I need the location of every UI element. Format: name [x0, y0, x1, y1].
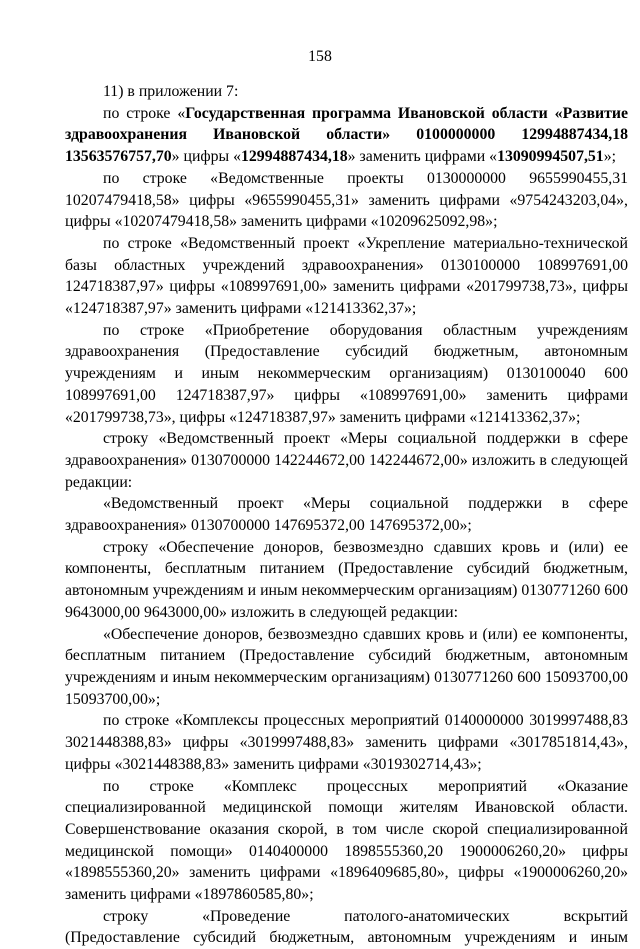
text-run: по строке «Ведомственный проект «Укрепление материально-технической базы областных учреждений здравоохранения» 0130100000 108997691,00 124718387,97» цифры «108997691,00» заменить цифрами «201799738,73», цифры «124718387,97» заменить цифрами «121413362,37»; — [65, 234, 628, 318]
text-run: «Ведомственный проект «Меры социальной поддержки в сфере здравоохранения» 0130700000 147695372,00 147695372,00»; — [65, 495, 628, 535]
document-body — [65, 81, 628, 949]
paragraph — [65, 537, 628, 624]
page-number: 158 — [308, 48, 332, 65]
paragraph — [65, 776, 628, 906]
paragraph — [65, 81, 628, 103]
text-run: по строке «Комплексы процессных мероприятий 0140000000 3019997488,83 3021448388,83» цифры «3019997488,83» заменить цифрами «3017851814,43», цифры «3021448388,83» заменить цифрами «3019302714,43»; — [65, 712, 628, 773]
text-run: по строке «Комплекс процессных мероприятий «Оказание специализированной медицинской помощи жителям Ивановской области. Совершенствование оказания скорой, в том числе скорой специализированной медицинской помощи» 0140400000 1898555360,20 1900006260,20» цифры «1898555360,20» заменить цифрами «1896409685,80», цифры «1900006260,20» заменить цифрами «1897860585,80»; — [65, 777, 628, 904]
text-run: строку «Ведомственный проект «Меры социальной поддержки в сфере здравоохранения» 0130700000 142244672,00 142244672,00» изложить в следующей редакции: — [65, 430, 628, 491]
text-run: » заменить цифрами « — [347, 148, 498, 166]
text-run: строку «Обеспечение доноров, безвозмездно сдавших кровь и (или) ее компоненты, бесплатным питанием (Предоставление субсидий бюджетным, автономным учреждениям и иным некоммерческим организациям) 0130771260 600 9643000,00 9643000,00» изложить в следующей редакции: — [65, 538, 628, 621]
paragraph — [65, 906, 628, 928]
text-run: по строке «Приобретение оборудования областным учреждениям здравоохранения (Предоставление субсидий бюджетным, автономным учреждениям и иным некоммерческим организациям) 0130100040 600 108997691,00 124718387,97» цифры «108997691,00» заменить цифрами «201799738,73», цифры «124718387,97» заменить цифрами «121413362,37»; — [65, 321, 628, 426]
paragraph — [65, 103, 628, 168]
paragraph — [65, 233, 628, 320]
text-run: по строке «Ведомственные проекты 0130000000 9655990455,31 10207479418,58» цифры «9655990455,31» заменить цифрами «9754243203,04», цифры «10207479418,58» заменить цифрами «10209625092,98»; — [65, 169, 628, 231]
text-run: по строке « — [103, 104, 186, 122]
text-run: «Обеспечение доноров, безвозмездно сдавших кровь и (или) ее компоненты, бесплатным питанием (Предоставление субсидий бюджетным, автономным учреждениям и иным некоммерческим организациям) 0130771260 600 15093700,00 15093700,00»; — [65, 625, 628, 708]
text-run: строку «Проведение патолого-анатомических вскрытий — [103, 907, 628, 925]
text-run: (Предоставление субсидий бюджетным, автономным учреждениям и иным — [65, 929, 628, 947]
paragraph — [65, 927, 628, 949]
text-run: 11) в приложении 7: — [103, 83, 239, 100]
text-run: »; — [603, 148, 617, 166]
paragraph — [65, 493, 628, 536]
text-run: Государственная программа Ивановской области «Развитие здравоохранения Ивановской области» 0100000000 12994887434,18 13563576757,70 — [65, 104, 628, 166]
paragraph — [65, 624, 628, 711]
text-run: 12994887434,18 — [241, 148, 348, 166]
paragraph — [65, 428, 628, 493]
text-run: » цифры « — [171, 148, 241, 166]
paragraph — [65, 710, 628, 775]
paragraph — [65, 320, 628, 429]
text-run: 13090994507,51 — [497, 148, 604, 166]
paragraph — [65, 168, 628, 233]
